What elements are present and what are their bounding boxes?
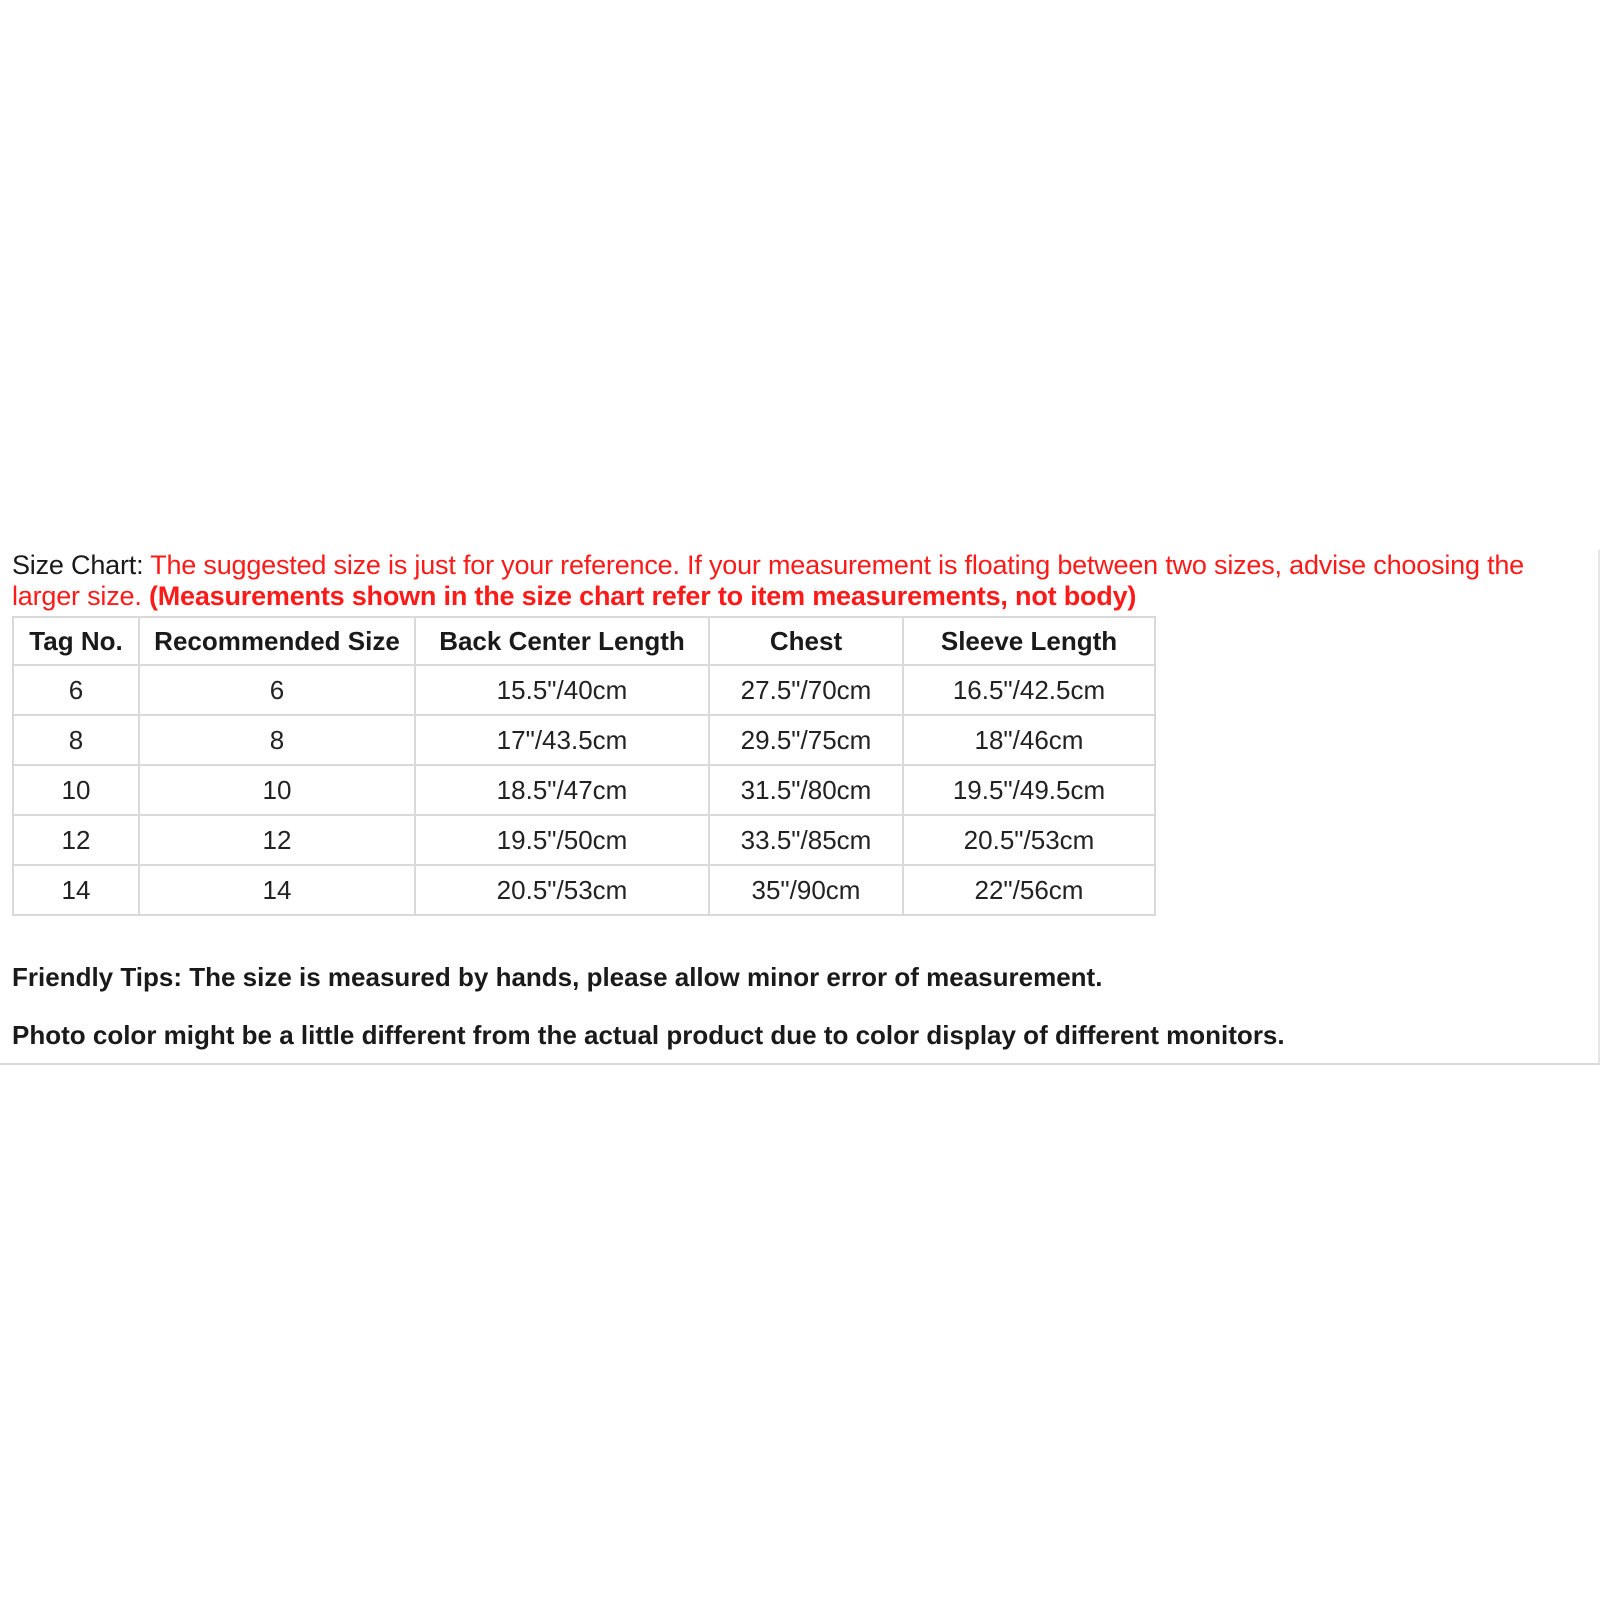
cell-chest: 31.5"/80cm (709, 765, 903, 815)
cell-tag-no: 12 (13, 815, 139, 865)
size-chart-colon: : (136, 550, 151, 580)
cell-sleeve-length: 22"/56cm (903, 865, 1155, 915)
cell-recommended-size: 12 (139, 815, 415, 865)
table-row (13, 715, 1155, 765)
cell-sleeve-length: 16.5"/42.5cm (903, 665, 1155, 715)
cell-sleeve-length: 19.5"/49.5cm (903, 765, 1155, 815)
table-row (13, 865, 1155, 915)
header-chest: Chest (709, 617, 903, 665)
table-row (13, 765, 1155, 815)
header-tag-no: Tag No. (13, 617, 139, 665)
cell-back-center-length: 17"/43.5cm (415, 715, 709, 765)
cell-chest: 33.5"/85cm (709, 815, 903, 865)
cell-tag-no: 10 (13, 765, 139, 815)
size-chart-intro (12, 550, 1592, 612)
table-row (13, 665, 1155, 715)
table-row (13, 815, 1155, 865)
measurement-note: (Measurements shown in the size chart refer to item measurements, not body) (148, 581, 1137, 611)
cell-recommended-size: 8 (139, 715, 415, 765)
cell-recommended-size: 14 (139, 865, 415, 915)
size-advice-text: The suggested size is just for your reference. If your measurement is floating between two sizes, advise choosing the larger size. (12, 550, 1524, 611)
cell-chest: 27.5"/70cm (709, 665, 903, 715)
cell-tag-no: 8 (13, 715, 139, 765)
header-back-center-length: Back Center Length (415, 617, 709, 665)
cell-back-center-length: 18.5"/47cm (415, 765, 709, 815)
cell-back-center-length: 20.5"/53cm (415, 865, 709, 915)
header-sleeve-length: Sleeve Length (903, 617, 1155, 665)
size-table (12, 616, 1156, 916)
cell-chest: 29.5"/75cm (709, 715, 903, 765)
cell-recommended-size: 6 (139, 665, 415, 715)
friendly-tips: Friendly Tips: The size is measured by hands, please allow minor error of measurement. (12, 962, 1103, 992)
table-header-row (13, 617, 1155, 665)
cell-chest: 35"/90cm (709, 865, 903, 915)
cell-back-center-length: 19.5"/50cm (415, 815, 709, 865)
photo-color-note: Photo color might be a little different from the actual product due to color display of different monitors. (12, 1020, 1285, 1050)
cell-back-center-length: 15.5"/40cm (415, 665, 709, 715)
cell-sleeve-length: 20.5"/53cm (903, 815, 1155, 865)
size-chart-label: Size Chart (12, 550, 137, 580)
cell-sleeve-length: 18"/46cm (903, 715, 1155, 765)
bottom-divider (0, 1063, 1600, 1065)
header-recommended-size: Recommended Size (139, 617, 415, 665)
cell-tag-no: 14 (13, 865, 139, 915)
size-chart-section (12, 550, 1592, 1051)
cell-tag-no: 6 (13, 665, 139, 715)
cell-recommended-size: 10 (139, 765, 415, 815)
